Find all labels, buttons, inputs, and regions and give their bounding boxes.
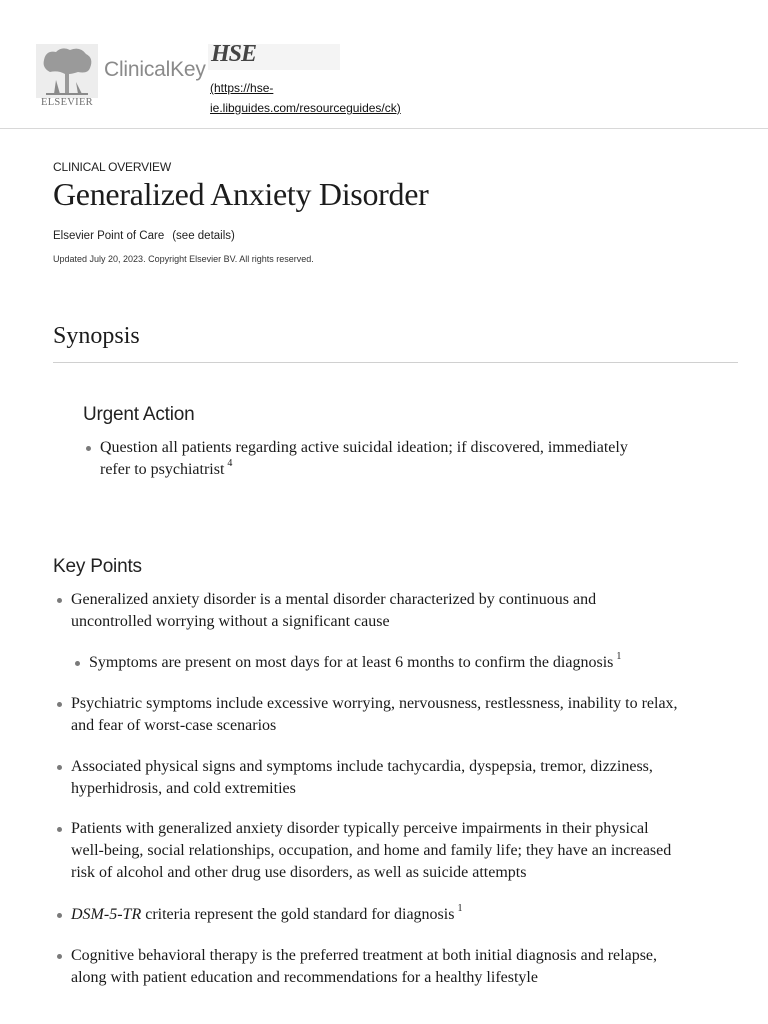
list-item: DSM-5-TR criteria represent the gold standard for diagnosis $^1$ — [71, 904, 462, 926]
elsevier-wordmark: ELSEVIER — [41, 97, 93, 108]
updated-copyright: Updated July 20, 2023. Copyright Elsevier BV. All rights reserved. — [53, 254, 314, 264]
list-item: Symptoms are present on most days for at least 6 months to confirm the diagnosis $^1$ — [89, 652, 621, 674]
synopsis-heading: Synopsis — [53, 323, 140, 349]
hse-link-line-2: ie.libguides.com/resourceguides/ck) — [210, 101, 401, 115]
article-kicker: CLINICAL OVERVIEW — [53, 160, 171, 174]
list-item: Cognitive behavioral therapy is the preferred treatment at both initial diagnosis and relapse, along with patient education and recommendations for a healthy lifestyle — [71, 945, 657, 989]
page-title: Generalized Anxiety Disorder — [53, 176, 429, 212]
hse-link-line-1: (https://hse- — [210, 81, 274, 95]
list-item: Generalized anxiety disorder is a mental disorder characterized by continuous and uncontrolled worrying without a significant cause — [71, 589, 596, 633]
hse-logo-text: HSE — [211, 41, 257, 67]
hse-libguides-link[interactable] — [210, 78, 401, 118]
list-item: Patients with generalized anxiety disorder typically perceive impairments in their physical well-being, social relationships, occupation, and home and family life; they have an increased risk of alcohol and other drug use disorders, as well as suicide attempts — [71, 818, 671, 884]
list-item: Associated physical signs and symptoms include tachycardia, dyspepsia, tremor, dizziness, hyperhidrosis, and cold extremities — [71, 756, 653, 800]
hse-logo[interactable] — [208, 41, 340, 70]
see-details-link[interactable]: (see details) — [172, 230, 235, 242]
synopsis-divider — [53, 362, 738, 363]
list-item: Question all patients regarding active suicidal ideation; if discovered, immediately refer to psychiatrist $^4$ — [100, 437, 628, 481]
reference-link[interactable]: 4 — [227, 457, 233, 469]
key-points-heading: Key Points — [53, 556, 142, 577]
urgent-action-heading: Urgent Action — [83, 404, 195, 425]
site-header — [0, 0, 768, 129]
article-source — [53, 230, 235, 242]
reference-link[interactable]: 1 — [616, 650, 622, 662]
clinicalkey-logo[interactable]: ClinicalKey — [104, 58, 206, 81]
reference-link[interactable]: 1 — [457, 902, 463, 914]
list-item: Psychiatric symptoms include excessive worrying, nervousness, restlessness, inability to relax, and fear of worst-case scenarios — [71, 693, 678, 737]
source-name: Elsevier Point of Care — [53, 230, 165, 242]
